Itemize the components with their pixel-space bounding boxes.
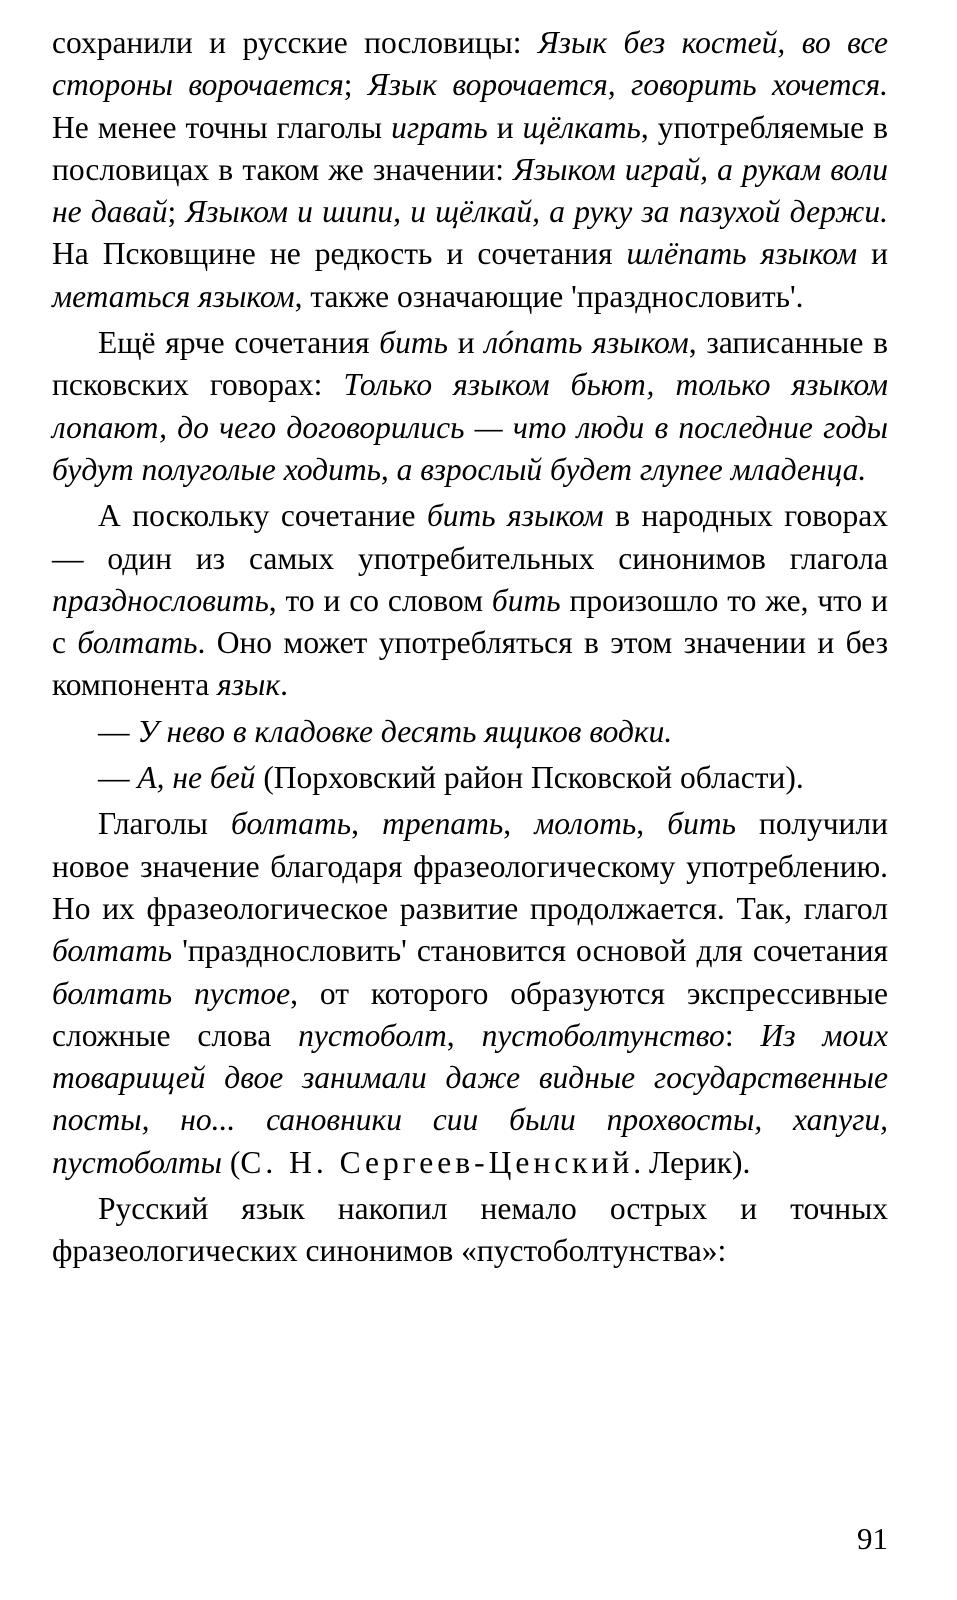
body-text: получили новое значение благодаря фразеологическому употреблению. Но их фразеологическое развитие продолжается. Так, глагол: [52, 806, 888, 926]
italic-text: болтать: [77, 625, 198, 661]
italic-text: болтать: [52, 933, 173, 969]
spaced-author-name: С. Н. Сергеев-Ценский: [240, 1144, 634, 1180]
body-text: произошло то же, что и с: [52, 582, 888, 661]
body-text: ;: [343, 67, 368, 103]
italic-text: шлёпать языком: [626, 236, 858, 272]
body-text: сохранили и русские пословицы:: [52, 25, 538, 60]
italic-text: Языком и шипи, и щёлкай, а руку за пазухой держи.: [185, 194, 888, 230]
body-text: ,: [636, 806, 668, 842]
body-text: Русский язык накопил немало острых и точных фразеологических синонимов «пустоболтунства»:: [52, 1191, 888, 1269]
body-text: , также означающие 'празднословить'.: [294, 278, 804, 314]
italic-text: метаться языком: [52, 278, 295, 314]
italic-text: бить: [491, 582, 561, 618]
italic-text: Языком играй, а рукам воли не давай: [52, 151, 888, 230]
italic-text: молоть: [534, 806, 637, 842]
body-text: :: [724, 1017, 761, 1053]
italic-text: Из моих товарищей двое занимали даже видные государственные посты, но... сановники сии были прохвосты, хапуги, пустоболты: [52, 1017, 888, 1180]
body-text: ,: [446, 1017, 482, 1053]
body-text: —: [98, 760, 138, 796]
italic-text: болтать: [231, 806, 352, 842]
italic-text: Язык ворочается, говорить хочется.: [367, 67, 888, 103]
body-text: , от которого образуются экспрессивные сложные слова: [52, 975, 888, 1053]
body-text: и: [487, 109, 523, 145]
paragraph: [52, 711, 888, 753]
paragraph: [52, 322, 888, 491]
body-text: Глаголы: [98, 806, 232, 842]
italic-text: празднословить: [52, 582, 269, 618]
italic-text: щёлкать: [522, 109, 641, 145]
body-text: , употребляемые в пословицах в таком же значении:: [52, 109, 888, 187]
paragraph: [52, 803, 888, 1184]
italic-text: А, не бей: [137, 760, 256, 796]
page-number: 91: [857, 1521, 888, 1556]
body-text: ,: [351, 806, 383, 842]
page-body: [52, 22, 888, 1277]
italic-text: бить: [667, 806, 736, 842]
italic-text: трепать: [382, 806, 504, 842]
body-text: и: [447, 325, 485, 361]
body-text: . Оно может употребляться в этом значении и без компонента: [52, 625, 889, 703]
body-text: ,: [503, 806, 535, 842]
paragraph: [52, 757, 888, 799]
italic-text: болтать пустое: [52, 975, 291, 1011]
body-text: (Порховский район Псковской области).: [255, 760, 804, 796]
body-text: .: [280, 667, 288, 703]
body-text: ;: [167, 194, 186, 230]
paragraph: [52, 22, 888, 318]
body-text: Не менее точны глаголы: [52, 109, 392, 145]
italic-text: Язык без костей, во все стороны ворочается: [52, 25, 888, 103]
italic-text: лóпать языком: [484, 325, 689, 361]
body-text: , записанные в псковских говорах:: [52, 325, 888, 403]
italic-text: бить языком: [426, 498, 604, 534]
paragraph: [52, 495, 888, 706]
body-text: и: [857, 236, 888, 272]
body-text: —: [98, 713, 138, 749]
italic-text: бить: [379, 325, 448, 361]
body-text: (: [222, 1144, 241, 1180]
italic-text: Только языком бьют, только языком лопают, до чего договорились — что люди в последние годы будут полуголые ходить, а взрослый будет глупее младенца.: [52, 367, 888, 487]
paragraph: [52, 1188, 888, 1273]
italic-text: язык: [217, 667, 281, 703]
body-text: , то и со словом: [268, 582, 492, 618]
italic-text: У нево в кладовке десять ящиков водки.: [137, 713, 673, 749]
body-text: На Псковщине не редкость и сочетания: [52, 236, 627, 272]
italic-text: пустоболтунство: [481, 1017, 725, 1053]
body-text: А поскольку сочетание: [98, 498, 427, 534]
italic-text: играть: [391, 109, 488, 145]
italic-text: пустоболт: [298, 1017, 447, 1053]
body-text: в народных говорах — один из самых употребительных синонимов глагола: [52, 498, 888, 576]
body-text: 'празднословить' становится основой для сочетания: [172, 933, 888, 969]
body-text: Ещё ярче сочетания: [98, 325, 380, 361]
body-text: . Лерик).: [633, 1144, 751, 1180]
